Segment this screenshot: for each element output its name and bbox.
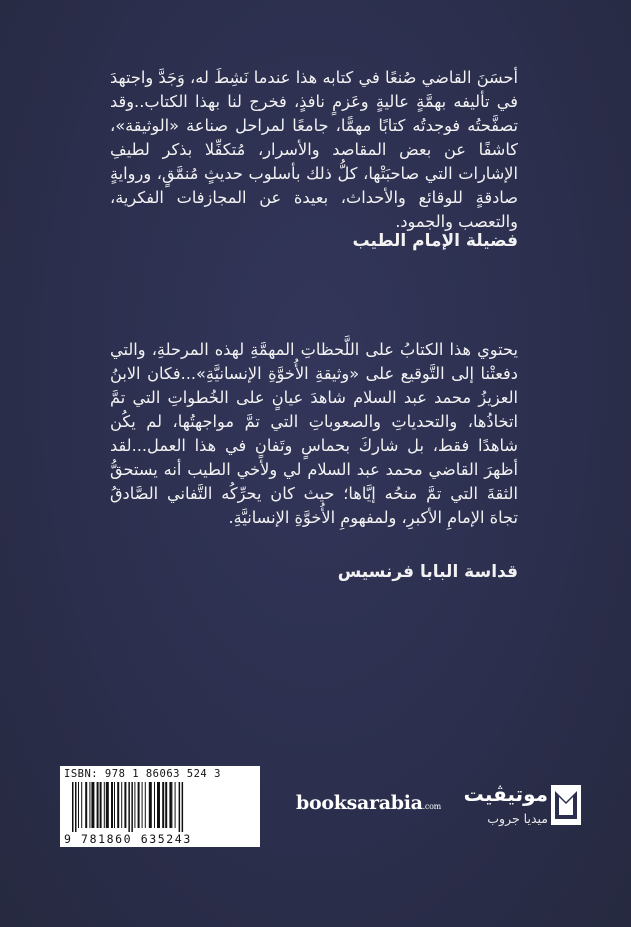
barcode-bar	[124, 782, 126, 828]
isbn-label: ISBN: 978 1 86063 524 3	[64, 768, 221, 780]
barcode-bar	[149, 782, 152, 828]
barcode-bar	[111, 782, 113, 828]
barcode-bar	[100, 782, 102, 828]
barcode-bar	[91, 782, 94, 828]
barcode-bar	[169, 782, 171, 828]
booksarabia-suffix: .com	[422, 802, 441, 811]
barcode-bar	[182, 782, 184, 832]
barcode-bars	[72, 782, 248, 832]
publisher-subtitle: ميديا جروب	[487, 811, 548, 826]
booksarabia-logo	[296, 792, 441, 814]
barcode-bar	[104, 782, 105, 828]
barcode-bar	[162, 782, 164, 828]
barcode-bar	[81, 782, 82, 828]
barcode-bar	[128, 782, 130, 832]
barcode-bar	[154, 782, 155, 828]
barcode-bar	[175, 782, 176, 828]
quote-imam: أحسَنَ القاضي صُنعًا في كتابه هذا عندما نَشِطَ له، وَجَدَّ واجتهدَ في تأليفه بهمَّةٍ عاليةٍ وعَزمٍ نافذٍ، فخرج لنا بهذا الكتاب..وقد تصفَّحتُه فوجدتُه كتابًا مهمًّا، جامعًا لمراحل صناعة «الوثيقة»، كاشفًا عن بعض المقاصد والأسرار، مُتكفِّلا بذكر لطيفِ الإشارات التي صاحبَتْها، كلُّ ذلك بأسلوب حديثٍ مُنمَّقٍ، وروايةٍ صادقةٍ للوقائع والأحداث، بعيدة عن المجازفات الفكرية، والتعصب والجمود.	[110, 68, 518, 231]
barcode-bar	[97, 782, 99, 828]
barcode-bar	[75, 782, 77, 832]
quote-pope: يحتوي هذا الكتابُ على اللَّحظاتِ المهمَّةِ لهذه المرحلةِ، والتي دفعتْنا إلى التَّوقيع على «وثيقةِ الأُخوَّةِ الإنسانيَّةِ»...فكان الابنُ العزيزُ محمد عبد السلام شاهدَ عيانٍ على الخُطواتِ التي تمَّ اتخاذُها، والتحدياتِ والصعوباتِ التي تمَّ مواجهتُها، لم يكُن شاهدًا فقط، بل شاركَ بحماسٍ وتَفانٍ في هذا العمل...لقد أظهرَ القاضي محمد عبد السلام لي ولأخي الطيب أنه يستحقُّ الثقةَ التي تمَّ منحُه إيَّاها؛ حيث كان يحرِّكُه التَّفاني الصَّادقُ تجاهَ الإمامِ الأكبرِ، ولمفهومِ الأُخوَّةِ الإنسانيَّةِ.	[110, 340, 518, 527]
barcode-bar	[145, 782, 146, 828]
barcode-bar	[85, 782, 87, 828]
barcode-bar	[138, 782, 140, 828]
quote-imam-author: فضيلة الإمام الطيب	[352, 231, 518, 251]
barcode-bar	[106, 782, 109, 828]
booksarabia-name: booksarabia	[296, 792, 423, 814]
barcode-bar	[72, 782, 74, 832]
barcode-number: 9 781860 635243	[64, 832, 192, 846]
barcode-bar	[114, 782, 115, 828]
barcode-bar	[179, 782, 181, 832]
publisher-mark-icon	[551, 785, 581, 825]
barcode-bar	[131, 782, 133, 832]
barcode-bar	[89, 782, 90, 828]
barcode-bar	[117, 782, 119, 828]
barcode-bar	[157, 782, 160, 828]
barcode-bar	[171, 782, 172, 828]
quote-pope-author: قداسة البابا فرنسيس	[337, 562, 518, 582]
barcode-bar	[142, 782, 143, 828]
publisher-name: موتيڤيت	[463, 782, 548, 806]
barcode-bar	[121, 782, 122, 828]
isbn-barcode	[60, 766, 260, 847]
barcode-bar	[134, 782, 135, 828]
barcode-bar	[165, 782, 167, 828]
barcode-bar	[78, 782, 79, 828]
